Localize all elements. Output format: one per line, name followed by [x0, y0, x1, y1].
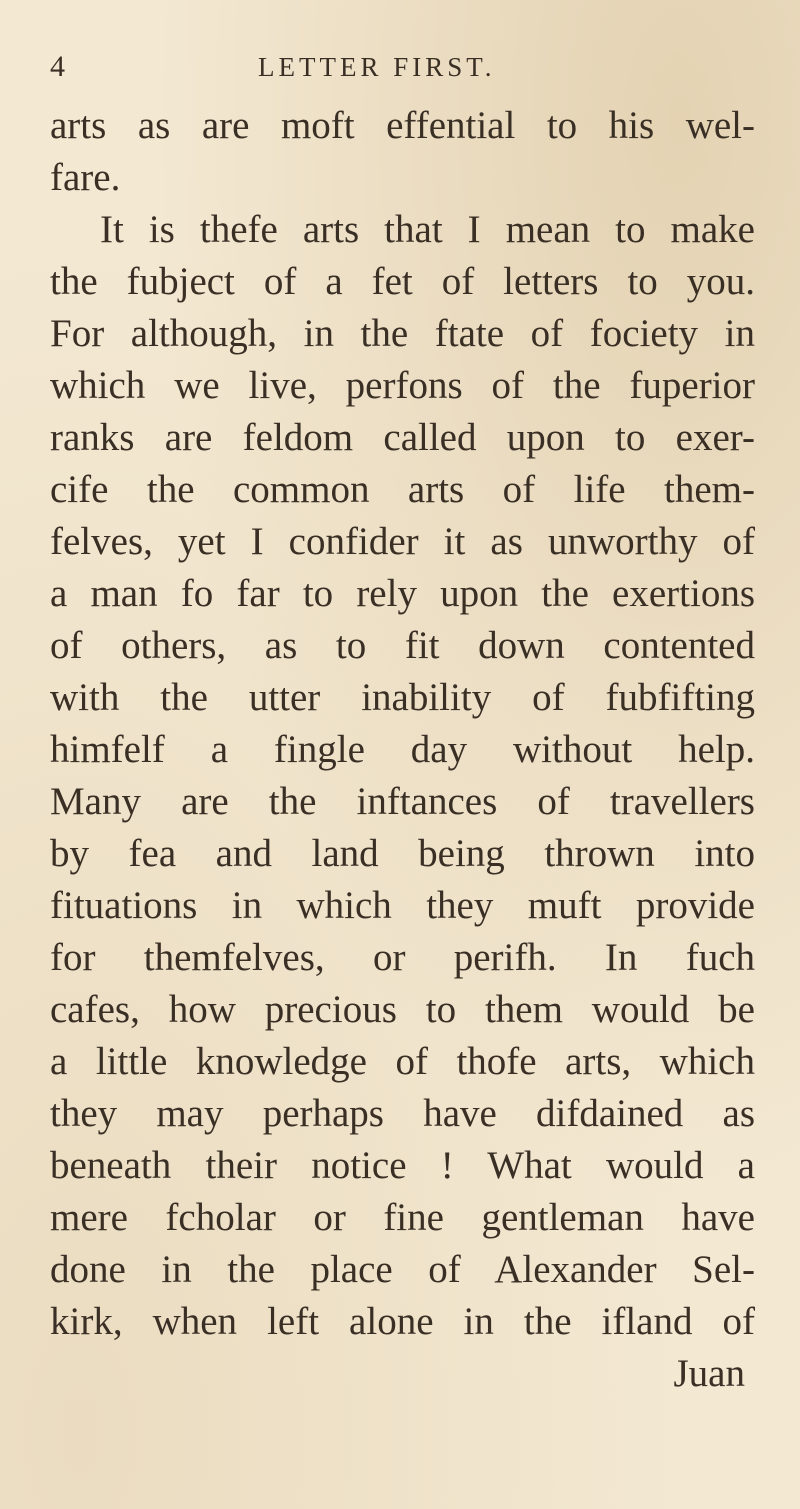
- text-line: they may perhaps have difdained as: [50, 1092, 755, 1135]
- text-line: mere fcholar or fine gentleman have: [50, 1196, 755, 1239]
- text-line: with the utter inability of fubfifting: [50, 676, 755, 719]
- text-line: ranks are feldom called upon to exer-: [50, 416, 755, 459]
- text-line: beneath their notice ! What would a: [50, 1144, 755, 1187]
- text-line: a man fo far to rely upon the exertions: [50, 572, 755, 615]
- text-line: by fea and land being thrown into: [50, 832, 755, 875]
- catchword: Juan: [673, 1352, 745, 1395]
- text-line: It is thefe arts that I mean to make: [100, 208, 755, 251]
- text-line: For although, in the ftate of fociety in: [50, 312, 755, 355]
- body-text: [50, 100, 755, 1400]
- page-header: [0, 50, 800, 90]
- text-line: arts as are moft effential to his wel-: [50, 104, 755, 147]
- text-line: a little knowledge of thofe arts, which: [50, 1040, 755, 1083]
- text-line: done in the place of Alexander Sel-: [50, 1248, 755, 1291]
- text-line: himfelf a fingle day without help.: [50, 728, 755, 771]
- page-number: 4: [50, 50, 66, 83]
- text-line: of others, as to fit down contented: [50, 624, 755, 667]
- text-line: Many are the inftances of travellers: [50, 780, 755, 823]
- text-line: the fubject of a fet of letters to you.: [50, 260, 755, 303]
- text-line: which we live, perfons of the fuperior: [50, 364, 755, 407]
- text-line: cafes, how precious to them would be: [50, 988, 755, 1031]
- text-line: kirk, when left alone in the ifland of: [50, 1300, 755, 1343]
- text-line: felves, yet I confider it as unworthy of: [50, 520, 755, 563]
- text-line: for themfelves, or perifh. In fuch: [50, 936, 755, 979]
- text-line: fare.: [50, 156, 121, 199]
- text-line: fituations in which they muft provide: [50, 884, 755, 927]
- running-head: LETTER FIRST.: [258, 52, 496, 82]
- text-line: cife the common arts of life them-: [50, 468, 755, 511]
